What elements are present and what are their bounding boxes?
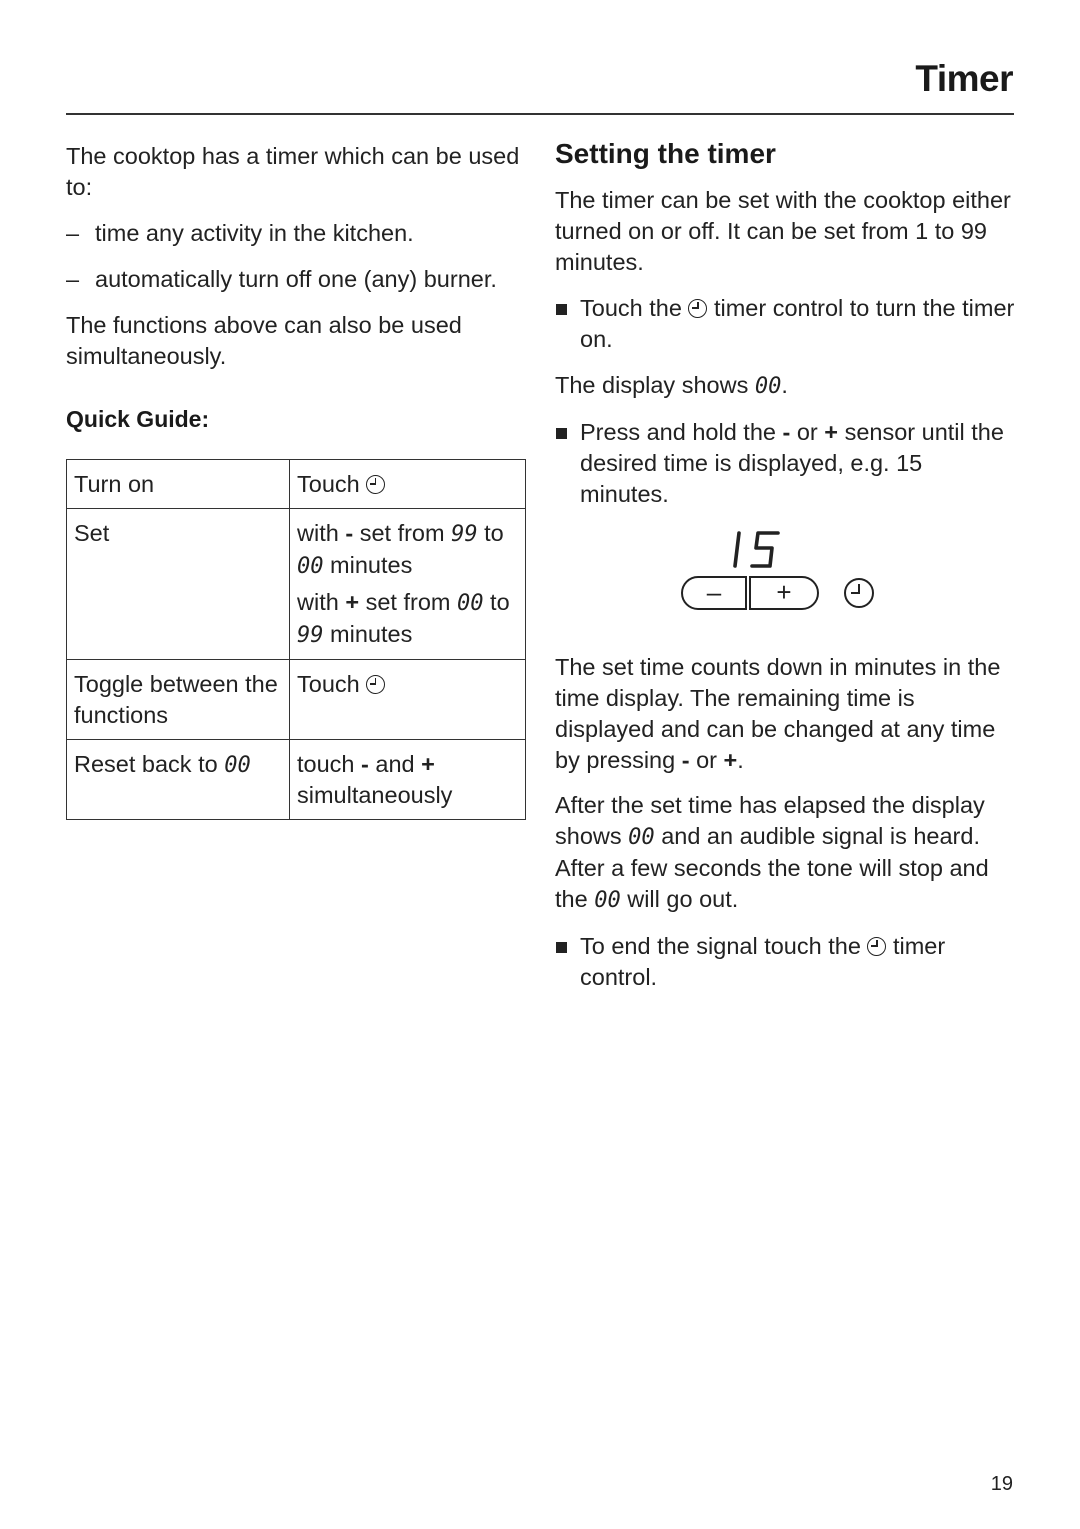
plus-symbol: +	[421, 751, 435, 777]
period: .	[737, 747, 744, 773]
elapsed-paragraph	[555, 790, 1017, 916]
simultaneously-text: simultaneously	[297, 782, 453, 808]
instruction-text: To end the signal touch the	[580, 933, 861, 959]
use-item	[66, 218, 526, 249]
clock-icon	[867, 937, 886, 956]
elapsed-text: After the set time has elapsed the display shows	[555, 792, 985, 849]
bullet-square	[556, 304, 567, 315]
countdown-paragraph	[555, 652, 1017, 776]
bullet-square	[556, 428, 567, 439]
period: .	[781, 372, 788, 398]
table-cell	[67, 509, 290, 660]
with-text: with	[297, 520, 339, 546]
table-cell	[67, 460, 290, 509]
page-title: Timer	[915, 58, 1013, 99]
turn-on-label: Turn on	[74, 471, 155, 497]
left-column	[66, 141, 526, 820]
minus-symbol: -	[681, 747, 690, 773]
instruction-text: Touch the	[580, 295, 682, 321]
intro-paragraph: The cooktop has a timer which can be used to:	[66, 143, 520, 200]
table-row	[67, 509, 526, 660]
instruction-text: Press and hold the	[580, 419, 776, 445]
control-panel-illustration	[555, 526, 1017, 646]
table-row	[67, 460, 526, 509]
table-cell	[290, 509, 526, 660]
display-value: 00	[457, 591, 484, 616]
clock-icon	[688, 299, 707, 318]
display-shows-paragraph	[555, 370, 1017, 402]
minus-symbol: –	[706, 577, 722, 607]
set-plus-line	[297, 587, 518, 651]
plus-symbol: +	[345, 589, 360, 615]
set-label: Set	[74, 520, 110, 546]
display-value: 00	[628, 825, 655, 850]
table-cell	[67, 740, 290, 820]
display-value: 00	[224, 753, 251, 778]
timer-intro-paragraph: The timer can be set with the cooktop either turned on or off. It can be set from 1 to 99 minutes.	[555, 187, 1011, 275]
toggle-label: Toggle between the functions	[74, 671, 278, 728]
quick-guide-table	[66, 459, 526, 820]
touch-text: Touch	[297, 671, 360, 697]
dash-marker: –	[66, 220, 80, 246]
plus-button[interactable]	[749, 576, 819, 610]
table-row	[67, 740, 526, 820]
simultaneous-paragraph: The functions above can also be used simultaneously.	[66, 312, 462, 369]
table-cell	[290, 740, 526, 820]
display-text: The display shows	[555, 372, 749, 398]
bullet-square	[556, 942, 567, 953]
use-item	[66, 264, 526, 295]
minus-button[interactable]	[681, 576, 747, 610]
table-cell	[67, 660, 290, 740]
instruction-item	[555, 931, 1017, 993]
title-rule	[66, 113, 1014, 115]
table-row	[67, 660, 526, 740]
instruction-text: timer control to turn the timer on.	[580, 295, 1015, 352]
plus-symbol: +	[776, 577, 792, 607]
display-value: 99	[451, 522, 478, 547]
instruction-item	[555, 293, 1017, 355]
clock-icon	[366, 475, 385, 494]
elapsed-text: will go out.	[627, 886, 739, 912]
to-text: to	[490, 589, 510, 615]
instruction-item	[555, 417, 1017, 510]
set-minus-line	[297, 518, 518, 582]
use-text: automatically turn off one (any) burner.	[95, 266, 497, 292]
reset-label: Reset back to	[74, 751, 218, 777]
table-cell	[290, 460, 526, 509]
instruction-text: sensor until the desired time is displayed, e.g. 15 minutes.	[580, 419, 1004, 507]
with-text: with	[297, 589, 339, 615]
and-text: and	[375, 751, 415, 777]
minus-symbol: -	[782, 419, 791, 445]
display-value: 00	[297, 554, 324, 579]
section-heading: Setting the timer	[555, 138, 776, 169]
right-column	[555, 137, 1017, 993]
display-value: 00	[594, 888, 621, 913]
set-from-text: set from	[359, 520, 445, 546]
minus-symbol: -	[361, 751, 369, 777]
display-value: 00	[754, 374, 782, 399]
minus-symbol: -	[345, 520, 354, 546]
instruction-text: timer control.	[580, 933, 946, 990]
dash-marker: –	[66, 266, 80, 292]
minutes-text: minutes	[330, 621, 413, 647]
display-value: 99	[297, 623, 324, 648]
set-from-text: set from	[365, 589, 451, 615]
use-text: time any activity in the kitchen.	[95, 220, 414, 246]
minutes-text: minutes	[330, 552, 413, 578]
countdown-text: The set time counts down in minutes in the time display. The remaining time is displayed and can be changed at any time by pressing	[555, 654, 1001, 773]
timer-clock-icon[interactable]	[844, 578, 874, 608]
elapsed-text: and an audible signal is heard. After a few seconds the tone will stop and the	[555, 823, 989, 912]
quick-guide-heading: Quick Guide:	[66, 406, 210, 432]
display-digits-15	[730, 530, 782, 570]
to-text: to	[484, 520, 504, 546]
clock-icon	[366, 675, 385, 694]
or-text: or	[796, 419, 818, 445]
touch-text: Touch	[297, 471, 360, 497]
plus-symbol: +	[824, 419, 839, 445]
page-number: 19	[990, 1473, 1013, 1495]
or-text: or	[696, 747, 717, 773]
plus-symbol: +	[723, 747, 738, 773]
touch-text: touch	[297, 751, 355, 777]
table-cell	[290, 660, 526, 740]
